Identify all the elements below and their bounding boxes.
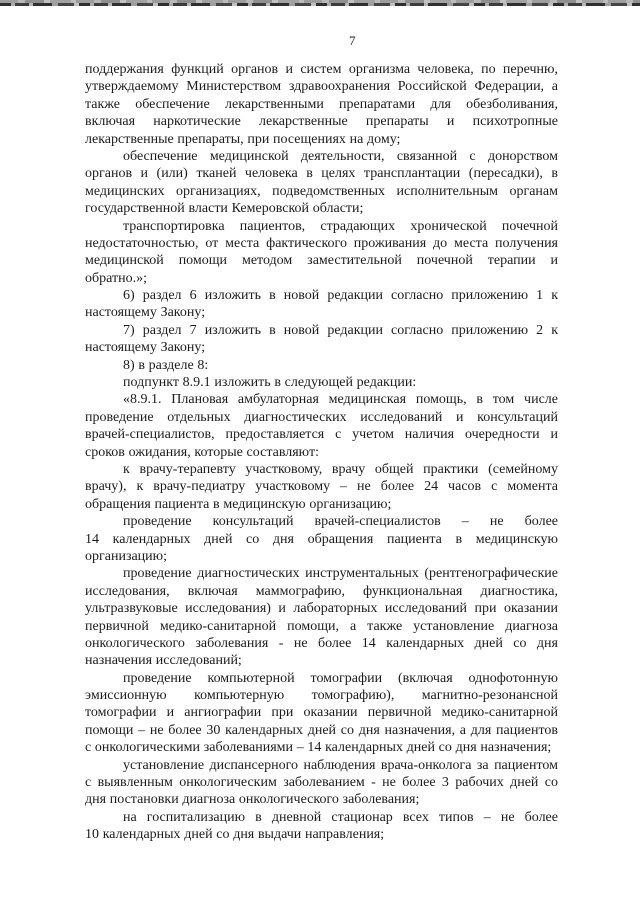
text-line: проведение компьютерной томографии (включая однофотонную	[123, 670, 558, 686]
text-line: исследования, включая маммографию, функциональная диагностика,	[85, 583, 558, 599]
text-line: онкологического заболевания - не более 14 календарных дней со дня	[85, 635, 558, 651]
scan-edge-artifact	[0, 0, 640, 6]
text-line: дня постановки диагноза онкологического заболевания;	[85, 792, 420, 808]
paragraph	[85, 357, 558, 374]
text-line: также обеспечение лекарственными препаратами для обезболивания,	[85, 96, 558, 112]
text-line: обратно.»;	[85, 270, 147, 286]
text-line: врачей-специалистов, предоставляется с учетом наличия очередности и	[85, 427, 558, 443]
text-line: утверждаемому Министерством здравоохранения Российской Федерации, а	[85, 79, 558, 95]
document-body	[85, 61, 558, 844]
text-line: обеспечение медицинской деятельности, связанной с донорством	[123, 148, 558, 164]
text-line: лекарственные препараты, при посещениях на дому;	[85, 131, 401, 147]
page-number: 7	[349, 33, 356, 48]
text-line: 10 календарных дней со дня выдачи направления;	[85, 827, 385, 843]
text-line: обращения пациента в медицинскую организацию;	[85, 496, 392, 512]
text-line: 7) раздел 7 изложить в новой редакции согласно приложению 2 к	[123, 322, 558, 338]
text-line: организацию;	[85, 548, 168, 564]
text-line: медицинской помощи методом заместительной почечной терапии и	[85, 253, 558, 269]
text-line: назначения исследований;	[85, 653, 242, 669]
text-line: на госпитализацию в дневной стационар всех типов – не более	[123, 809, 558, 825]
text-line: томографии и ангиографии при оказании первичной медико-санитарной	[85, 705, 558, 721]
paragraph	[85, 513, 558, 565]
text-line: «8.9.1. Плановая амбулаторная медицинская помощь, в том числе	[123, 392, 558, 408]
text-line: сроков ожидания, которые составляют:	[85, 444, 319, 460]
text-line: государственной власти Кемеровской области;	[85, 201, 364, 217]
text-line: включая наркотические лекарственные препараты и психотропные	[85, 114, 558, 130]
text-line: настоящему Закону;	[85, 340, 206, 356]
text-line: проведение отдельных диагностических исследований и консультаций	[85, 409, 558, 425]
text-line: медицинских организациях, подведомственных исполнительным органам	[85, 183, 558, 199]
paragraph	[85, 757, 558, 809]
text-line: 14 календарных дней со дня обращения пациента в медицинскую	[85, 531, 558, 547]
text-line: первичной медико-санитарной помощи, а также установление диагноза	[85, 618, 558, 634]
text-line: настоящему Закону;	[85, 305, 206, 321]
text-line: с выявленным онкологическим заболеванием - не более 3 рабочих дней со	[85, 775, 558, 791]
scan-edge-dashed-row	[0, 3, 640, 6]
text-line: с онкологическими заболеваниями – 14 календарных дней со дня назначения;	[85, 740, 552, 756]
text-line: недостаточностью, от места фактического проживания до места получения	[85, 235, 558, 251]
text-line: проведение диагностических инструментальных (рентгенографические	[123, 566, 558, 582]
text-line: транспортировка пациентов, страдающих хронической почечной	[123, 218, 558, 234]
text-line: к врачу-терапевту участковому, врачу общей практики (семейному	[123, 461, 558, 477]
text-line: 8) в разделе 8:	[123, 357, 209, 373]
paragraph	[85, 374, 558, 391]
text-line: проведение консультаций врачей-специалистов – не более	[123, 514, 558, 530]
paragraph	[85, 461, 558, 513]
paragraph	[85, 391, 558, 461]
text-line: установление диспансерного наблюдения врача-онколога за пациентом	[123, 757, 558, 773]
text-line: ультразвуковые исследования) и лабораторных исследований при оказании	[85, 601, 558, 617]
paragraph	[85, 218, 558, 288]
paragraph	[85, 322, 558, 357]
paragraph	[85, 565, 558, 669]
text-line: помощи – не более 30 календарных дней со дня назначения, а для пациентов	[85, 722, 558, 738]
text-line: поддержания функций органов и систем организма человека, по перечню,	[85, 62, 558, 77]
paragraph	[85, 287, 558, 322]
paragraph	[85, 670, 558, 757]
text-line: 6) раздел 6 изложить в новой редакции согласно приложению 1 к	[123, 288, 558, 304]
text-line: органов и (или) тканей человека в целях трансплантации (пересадки), в	[85, 166, 558, 182]
paragraph	[85, 148, 558, 218]
paragraph	[85, 809, 558, 844]
text-line: эмиссионную компьютерную томографию), магнитно-резонансной	[85, 688, 558, 704]
text-line: врачу), к врачу-педиатру участковому – не более 24 часов с момента	[85, 479, 558, 495]
paragraph	[85, 61, 558, 148]
text-line: подпункт 8.9.1 изложить в следующей редакции:	[123, 375, 417, 391]
